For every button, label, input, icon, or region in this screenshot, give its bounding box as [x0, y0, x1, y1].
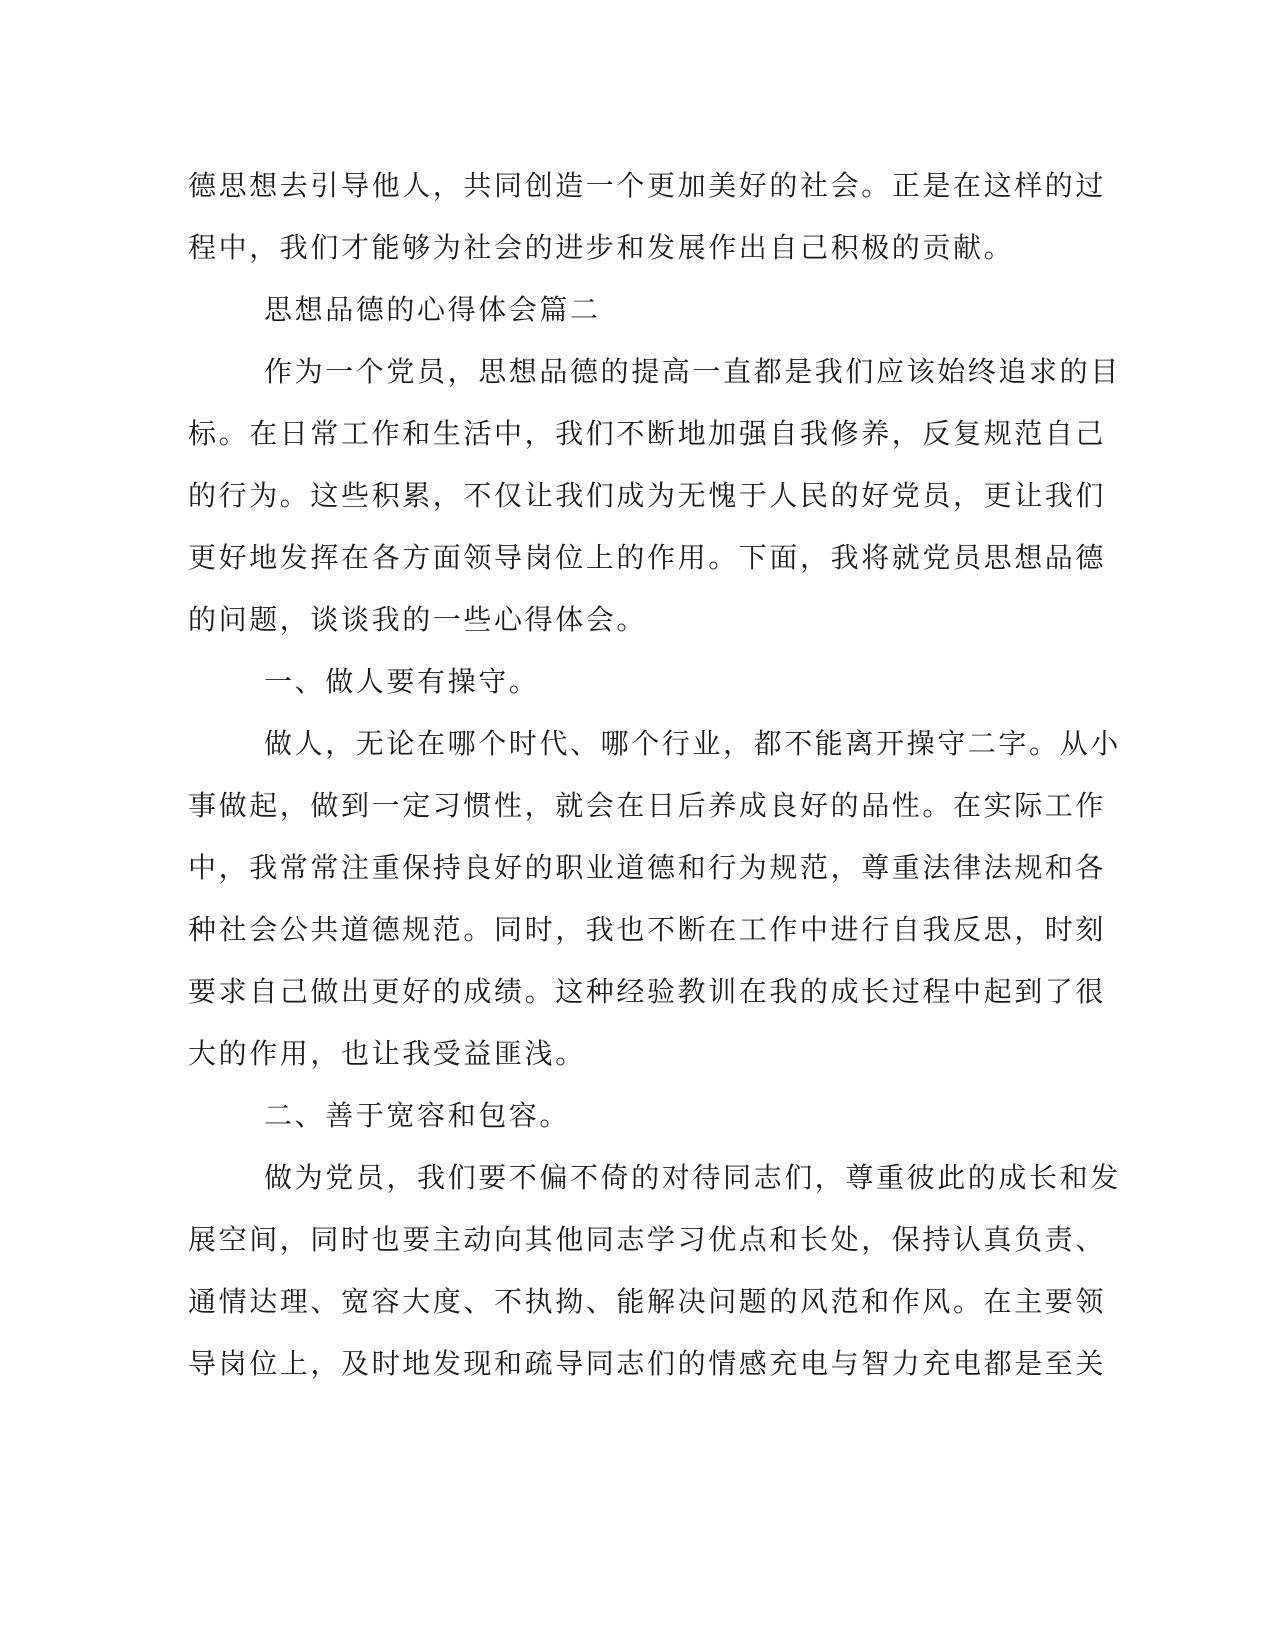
- text-line: 的问题，谈谈我的一些心得体会。: [188, 603, 648, 636]
- paragraph-continuation: [188, 155, 1107, 279]
- text-line: 导岗位上，及时地发现和疏导同志们的情感充电与智力充电都是至关: [188, 1347, 1107, 1380]
- text-line: 程中，我们才能够为社会的进步和发展作出自己积极的贡献。: [188, 231, 1015, 264]
- text-line: 做人，无论在哪个时代、哪个行业，都不能离开操守二字。从小: [264, 727, 1121, 760]
- text-line: 要求自己做出更好的成绩。这种经验教训在我的成长过程中起到了很: [188, 975, 1107, 1008]
- text-line: 种社会公共道德规范。同时，我也不断在工作中进行自我反思，时刻: [188, 913, 1107, 946]
- text-line: 做为党员，我们要不偏不倚的对待同志们，尊重彼此的成长和发: [264, 1161, 1121, 1194]
- subheading-integrity: [188, 651, 1068, 713]
- section-heading-part-two: [188, 279, 1068, 341]
- text-line: 通情达理、宽容大度、不执拗、能解决问题的风范和作风。在主要领: [188, 1285, 1107, 1318]
- section-title: 思想品德的心得体会篇二: [264, 293, 601, 326]
- paragraph-integrity: [188, 713, 1121, 1085]
- text-line: 事做起，做到一定习惯性，就会在日后养成良好的品性。在实际工作: [188, 789, 1107, 822]
- text-line: 大的作用，也让我受益匪浅。: [188, 1037, 586, 1070]
- text-line: 标。在日常工作和生活中，我们不断地加强自我修养，反复规范自己: [188, 417, 1107, 450]
- document-page: [188, 155, 1121, 1395]
- text-line: 作为一个党员，思想品德的提高一直都是我们应该始终追求的目: [264, 355, 1121, 388]
- text-line: 展空间，同时也要主动向其他同志学习优点和长处，保持认真负责、: [188, 1223, 1107, 1256]
- subheading: 二、善于宽容和包容。: [264, 1099, 571, 1132]
- text-line: 德思想去引导他人，共同创造一个更加美好的社会。正是在这样的过: [188, 169, 1107, 202]
- paragraph-tolerance: [188, 1147, 1121, 1395]
- text-line: 的行为。这些积累，不仅让我们成为无愧于人民的好党员，更让我们: [188, 479, 1107, 512]
- subheading-tolerance: [188, 1085, 1068, 1147]
- text-line: 中，我常常注重保持良好的职业道德和行为规范，尊重法律法规和各: [188, 851, 1107, 884]
- paragraph-intro: [188, 341, 1121, 651]
- subheading: 一、做人要有操守。: [264, 665, 540, 698]
- text-line: 更好地发挥在各方面领导岗位上的作用。下面，我将就党员思想品德: [188, 541, 1107, 574]
